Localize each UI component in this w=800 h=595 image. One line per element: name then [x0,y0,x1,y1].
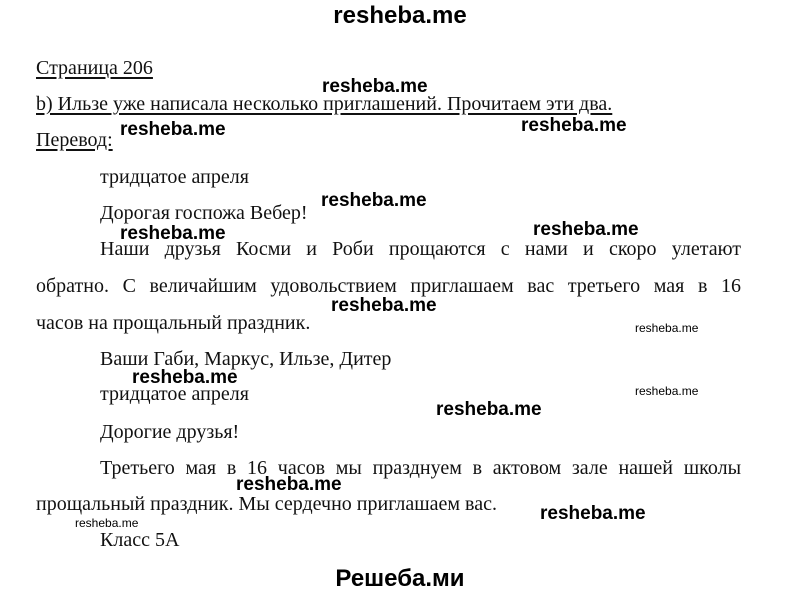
letter2-greeting: Дорогие друзья! [100,421,240,443]
watermark: resheba.me [635,321,699,335]
letter1-body-line1: Наши друзья Косми и Роби прощаются с нами и скоро улетают [100,238,741,260]
watermark: resheba.me [331,295,437,316]
translation-label: Перевод: [36,129,113,151]
watermark: resheba.me [533,219,639,240]
letter1-date: тридцатое апреля [100,166,249,188]
letter2-body-line1: Третьего мая в 16 часов мы празднуем в актовом зале нашей школы [100,457,741,479]
page-label: Страница 206 [36,57,153,79]
watermark: resheba.me [120,223,226,244]
letter1-greeting: Дорогая госпожа Вебер! [100,202,308,224]
letter2-date: тридцатое апреля [100,383,249,405]
site-footer: Решеба.ми [335,565,465,592]
watermark: resheba.me [321,190,427,211]
watermark: resheba.me [521,115,627,136]
watermark: resheba.me [322,76,428,97]
watermark: resheba.me [436,399,542,420]
watermark: resheba.me [236,474,342,495]
watermark: resheba.me [540,503,646,524]
letter1-body-line2: обратно. С величайшим удовольствием приглашаем вас третьего мая в 16 [36,275,741,297]
site-header: resheba.me [333,2,467,29]
task-text: b) Ильзе уже написала несколько приглашений. Прочитаем эти два. [36,93,613,115]
letter2-signature: Класс 5А [100,529,180,551]
watermark: resheba.me [635,384,699,398]
letter1-body-line3: часов на прощальный праздник. [36,312,311,334]
watermark: resheba.me [132,367,238,388]
watermark: resheba.me [120,119,226,140]
watermark: resheba.me [75,516,139,530]
letter2-body-line2: прощальный праздник. Мы сердечно приглашаем вас. [36,493,497,515]
letter1-signature: Ваши Габи, Маркус, Ильзе, Дитер [100,348,392,370]
